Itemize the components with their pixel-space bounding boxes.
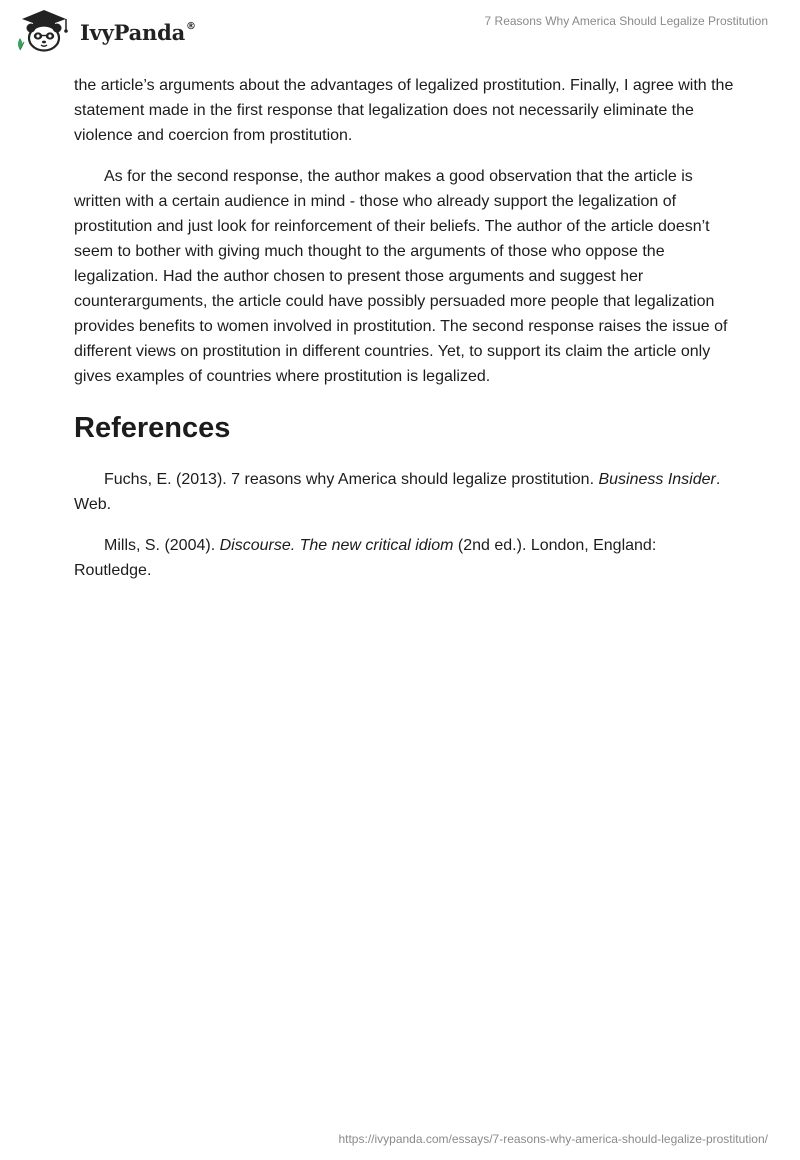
brand-text: IvyPanda — [80, 19, 186, 45]
reference-item — [74, 467, 734, 517]
reference-text: . Web. — [74, 471, 721, 513]
reference-source-title: Business Insider — [598, 471, 716, 488]
reference-text: (2nd ed.). London, England: Routledge. — [74, 537, 657, 579]
ivypanda-logo[interactable] — [14, 8, 196, 52]
panda-graduate-icon — [14, 8, 76, 52]
reference-item — [74, 533, 734, 583]
paragraph-continuation: the article’s arguments about the advantages of legalized prostitution. Finally, I agree with the statement made in the first response that legalization does not necessarily eliminate the violence and coercion from prostitution. — [74, 77, 734, 144]
source-url-link[interactable]: https://ivypanda.com/essays/7-reasons-why-america-should-legalize-prostitution/ — [338, 1132, 768, 1146]
reference-text: Mills, S. (2004). — [104, 537, 220, 554]
document-title: 7 Reasons Why America Should Legalize Prostitution — [484, 14, 768, 28]
brand-name — [80, 20, 196, 45]
page-header — [0, 0, 800, 70]
paragraph-second-response: As for the second response, the author makes a good observation that the article is written with a certain audience in mind - those who already support the legalization of prostitution and just look for reinforcement of their beliefs. The author of the article doesn’t seem to bother with giving much thought to the arguments of those who oppose the legalization. Had the author chosen to present those arguments and suggest her counterarguments, the article could have possibly persuaded more people that legalization provides benefits to women involved in prostitution. The second response raises the issue of different views on prostitution in different countries. Yet, to support its claim the article only gives examples of countries where prostitution is legalized. — [74, 168, 728, 385]
reference-source-title: Discourse. The new critical idiom — [219, 537, 454, 554]
references-heading: References — [74, 412, 231, 444]
registered-mark: ® — [186, 20, 196, 32]
reference-text: Fuchs, E. (2013). 7 reasons why America should legalize prostitution. — [104, 471, 599, 488]
article-body — [74, 73, 734, 599]
